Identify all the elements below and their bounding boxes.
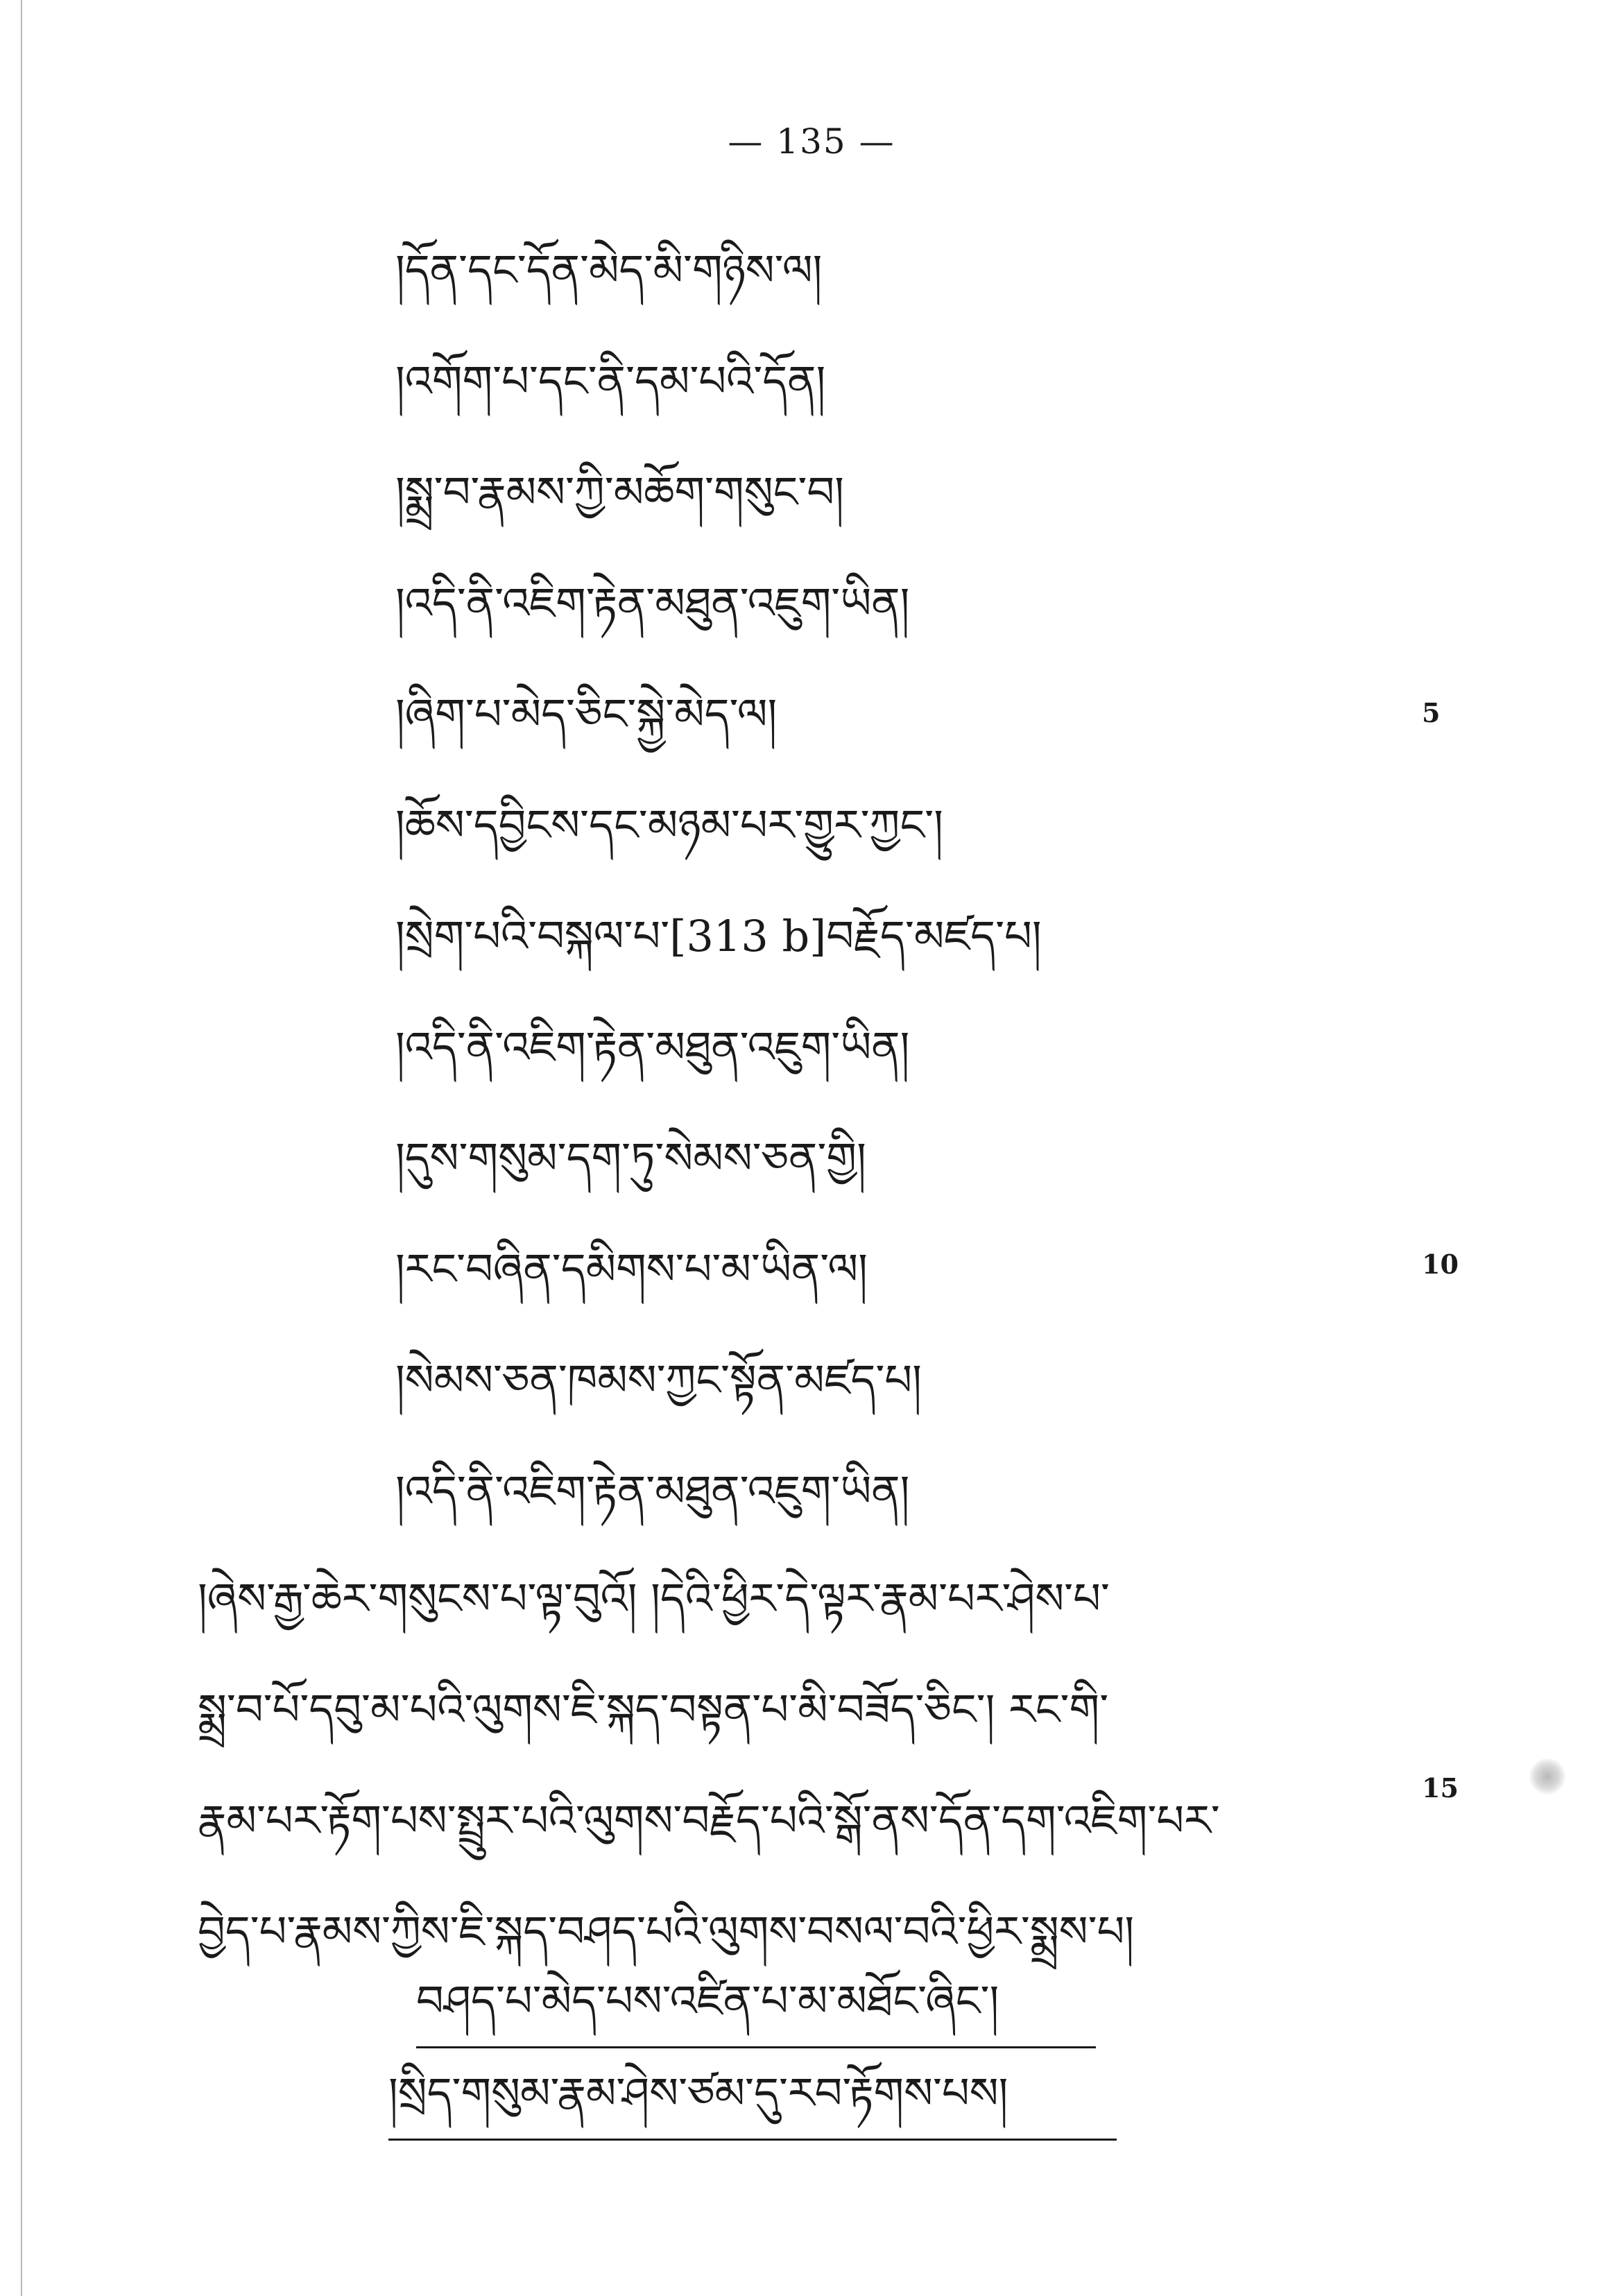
verse-line: །ཆོས་དབྱིངས་དང་མཉམ་པར་གྱུར་ཀྱང་། <box>395 800 943 850</box>
verse-line: །དོན་དང་དོན་མེད་མི་གཉིས་ལ། <box>395 245 823 295</box>
verse-line: །སྲེག་པའི་བསྐལ་པ་[313 b]བརྗོད་མཛད་པ། <box>395 911 1042 961</box>
verse-stanza-2 <box>395 659 1470 1103</box>
prose-line: རྣམ་པར་རྟོག་པས་སྤྲུར་པའི་ལུགས་བརྗོད་པའི་སྒོ་ནས་དོན་དག་འཇིག་པར་ <box>198 1795 1220 1846</box>
verse-line: །འདི་ནི་འཇིག་རྟེན་མཐུན་འཇུག་ཡིན། <box>395 578 910 628</box>
verse-line: །ཞིག་པ་མེད་ཅིང་སྐྱེ་མེད་ལ། <box>395 689 778 739</box>
line-number-marker: 5 <box>1422 697 1441 728</box>
prose-line: བྱེད་པ་རྣམས་ཀྱིས་ཇི་སྐད་བཤད་པའི་ལུགས་བསལ་བའི་ཕྱིར་སྨྲས་པ། <box>198 1906 1135 1957</box>
verse-line: །དུས་གསུམ་དག་ཏུ་སེམས་ཅན་གྱི། <box>395 1133 866 1183</box>
closing-line: བཤད་པ་མེད་པས་འཛིན་པ་མ་མཐོང་ཞིང་། <box>416 1976 999 2026</box>
verse-stanza-3 <box>395 1103 1470 1547</box>
underline-rule <box>388 2139 1117 2141</box>
line-number-marker: 15 <box>1422 1772 1459 1804</box>
verse-line: །འདི་ནི་འཇིག་རྟེན་མཐུན་འཇུག་ཡིན། <box>395 1022 910 1072</box>
page-binding-edge <box>21 0 22 2296</box>
verse-line: །འགོག་པ་དང་ནི་དམ་པའི་དོན། <box>395 356 826 406</box>
page-number: — 135 — <box>728 121 895 162</box>
paper-stain <box>1529 1758 1565 1794</box>
prose-line: སྨྲ་བ་པོ་དབུ་མ་པའི་ལུགས་ཇི་སྐད་བསྟན་པ་མི་བཟོད་ཅིང་། རང་གི་ <box>198 1684 1109 1735</box>
prose-line: །ཞེས་རྒྱ་ཆེར་གསུངས་པ་ལྟ་བུའོ། །དེའི་ཕྱིར་དེ་ལྟར་རྣམ་པར་ཤེས་པ་ <box>198 1573 1110 1624</box>
closing-verse <box>388 1956 1359 2141</box>
closing-line: །སྲིད་གསུམ་རྣམ་ཤེས་ཙམ་དུ་རབ་རྟོགས་པས། <box>388 2068 1008 2118</box>
verse-line: །སྨྲ་བ་རྣམས་ཀྱི་མཆོག་གསུང་བ། <box>395 467 844 517</box>
verse-line: །འདི་ནི་འཇིག་རྟེན་མཐུན་འཇུག་ཡིན། <box>395 1466 910 1516</box>
verse-line: །སེམས་ཅན་ཁམས་ཀྱང་སྟོན་མཛད་པ། <box>395 1355 922 1405</box>
prose-paragraph <box>198 1543 1439 1987</box>
verse-stanza-1 <box>395 215 1470 659</box>
verse-line: །རང་བཞིན་དམིགས་པ་མ་ཡིན་ལ། <box>395 1244 868 1294</box>
line-number-marker: 10 <box>1422 1249 1459 1280</box>
